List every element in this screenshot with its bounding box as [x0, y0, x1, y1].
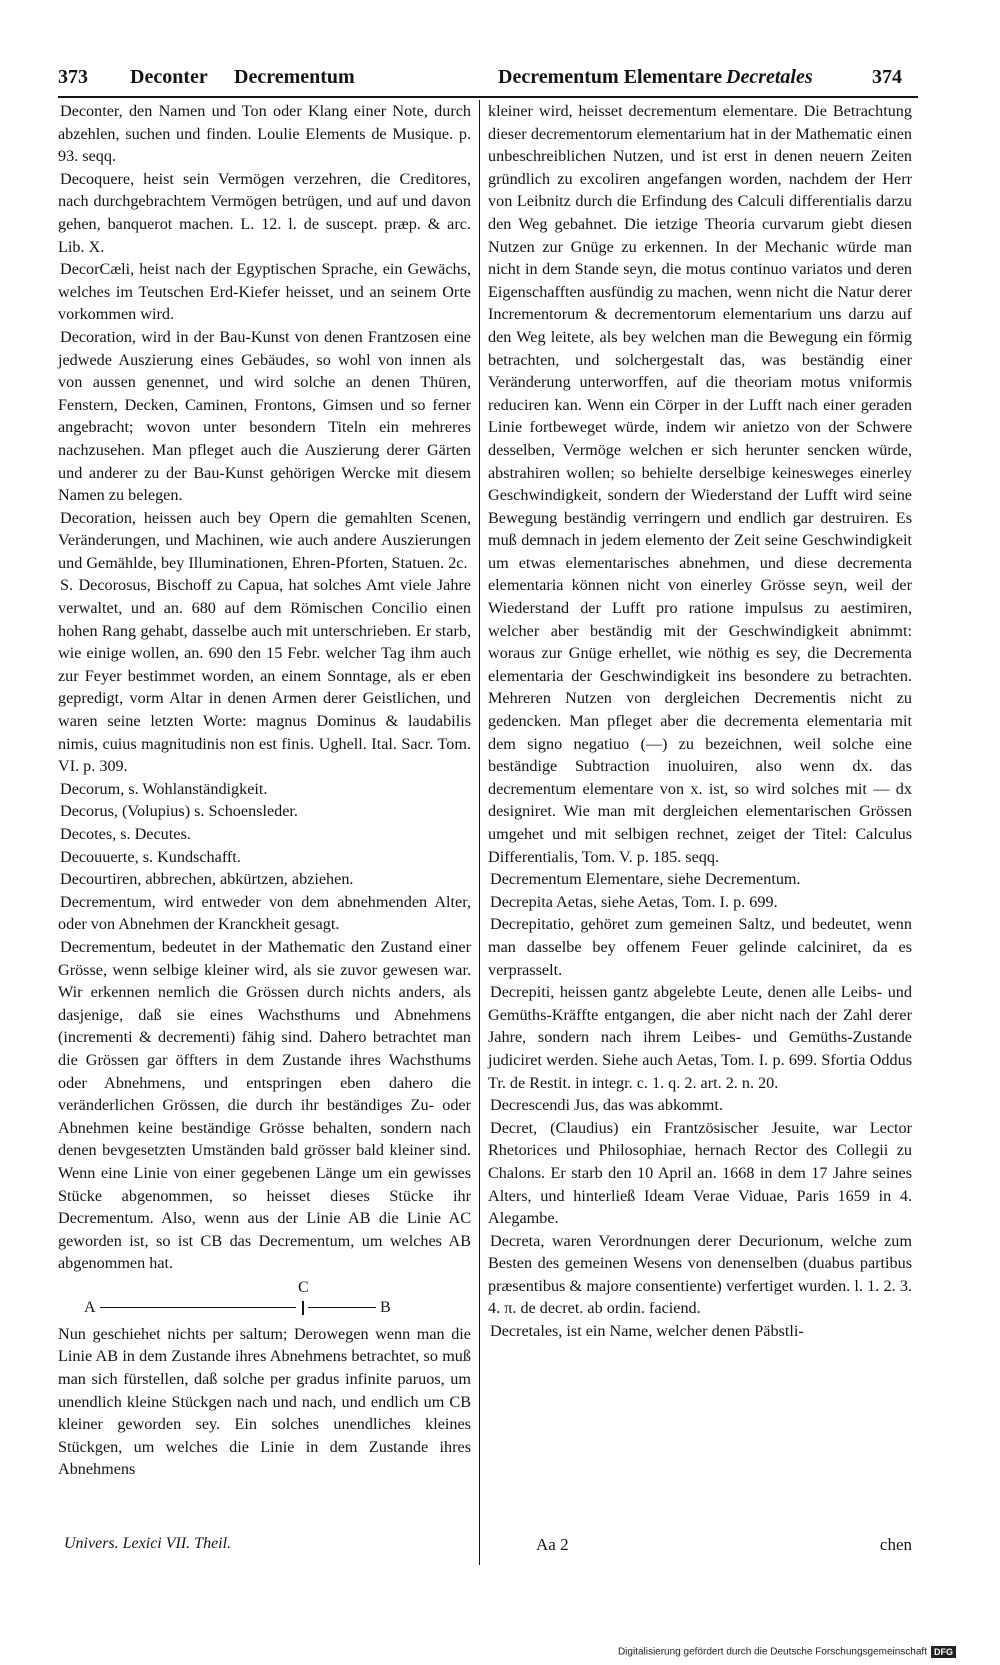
entry-decrementum-1: Decrementum, wird entweder von dem abnehmenden Alter, oder von Abnehmen der Kranckheit gesagt. — [58, 892, 471, 934]
digitization-credit — [618, 1646, 956, 1658]
entry-decrescendi-jus: Decrescendi Jus, das was abkommt. — [490, 1096, 723, 1115]
diagram-label-c: C — [298, 1278, 309, 1296]
entry-decreta: Decreta, waren Verordnungen derer Decurionum, welche zum Besten des gemeinen Wesens von denenselben (duabus partibus præsentibus & majore consentiente) verfertiget wurden. l. 1. 2. 3. 4. π. de decret. ab ordin. faciend. — [488, 1231, 912, 1318]
entry-decrementum-2: Decrementum, bedeutet in der Mathematic den Zustand einer Grösse, wenn selbige kleiner wird, als sie zuvor gewesen war. Wir erkennen nemlich die Grössen durch nichts anders, als dasjenige, daß sie eines Wachsthums und Abnehmens (incrementi & decrementi) fähig sind. Dahero betrachtet man die Grössen gar öffters in dem Zustande ihres Wachsthums oder Abnehmens, und entspringen eben dahero die veränderlichen Grössen, die durch ihr beständiges Zu- oder Abnehmen keine beständige Grösse behalten, sondern nach denen bevgesetzten Umständen bald grösser bald kleiner sind. Wenn eine Linie von einer gegebenen Länge um ein gewisses Stücke abgenommen, so heisset dieses Stücke ihr Decrementum. Also, wenn aus der Linie AB die Linie AC geworden ist, so ist CB das Decrementum, um welches AB abgenommen hat. — [58, 937, 471, 1273]
diagram-label-b: B — [380, 1298, 391, 1316]
signature-mark: Aa 2 — [536, 1535, 569, 1554]
running-header — [58, 62, 918, 96]
entry-decrepita-aetas: Decrepita Aetas, siehe Aetas, Tom. I. p. 699. — [490, 892, 778, 911]
page-number-left: 373 — [58, 66, 88, 88]
entry-decorum: Decorum, s. Wohlanständigkeit. — [60, 779, 268, 798]
entry-decrepitatio: Decrepitatio, gehöret zum gemeinen Saltz, und bedeutet, wenn man dasselbe bey offenem Feuer gelinde calciniret, da es verprasselt. — [488, 915, 912, 979]
entry-decouuerte: Decouuerte, s. Kundschafft. — [60, 847, 241, 866]
diagram-segment-cb — [308, 1307, 376, 1309]
entry-deconter: Deconter, den Namen und Ton oder Klang einer Note, durch abzehlen, suchen und finden. Loulie Elements de Musique. p. 93. seqq. — [58, 102, 471, 166]
entry-decotes: Decotes, s. Decutes. — [60, 825, 191, 843]
running-title-right-1: Decrementum Elementare — [498, 66, 723, 88]
entry-decret: Decret, (Claudius) ein Frantzösischer Jesuite, war Lector Rhetorices und Philosophiae, hernach Rector des Collegii zu Chalons. Er starb den 10 April an. 1668 in dem 17 Jahre seines Alters, und hinterließ Ideam Verae Viduae, Paris 1659 in 4. Alegambe. — [488, 1118, 912, 1228]
entry-decrepiti: Decrepiti, heissen gantz abgelebte Leute, denen alle Leibs- und Gemüths-Kräffte entgangen, die aber nicht nach der Zahl derer Jahre, sondern nach ihrem Leibes- und Gemüths-Zustande judiciret werden. Siehe auch Aetas, Tom. I. p. 699. Sfortia Oddus Tr. de Restit. in integr. c. 1. q. 2. art. 2. n. 20. — [488, 983, 912, 1092]
entry-decorosus: S. Decorosus, Bischoff zu Capua, hat solches Amt viele Jahre verwaltet, und an. 680 auf dem Römischen Concilio einen hohen Rang gehabt, dasselbe auch mit unterschrieben. Er starb, wie einige wollen, an. 690 den 15 Febr. welcher Tag ihm auch zur Feyer bestimmet worden, an einem Sonntage, als er eben gepredigt, vorm Altar in denen Armen derer Geistlichen, und waren seine letzten Worte: magnus Dominus & laudabilis nimis, cuius magnitudinis non est finis. Ughell. Ital. Sacr. Tom. VI. p. 309. — [58, 576, 471, 776]
left-column — [58, 100, 471, 1481]
right-column — [488, 100, 912, 1343]
running-title-right-2: Decretales — [726, 66, 813, 88]
entry-decrementum-continued: Nun geschiehet nichts per saltum; Derowegen wenn man die Linie AB in dem Zustande ihres Abnehmens betrachtet, so muß man sich fürstellen, daß solche per gradus infinite paruos, um unendlich kleine Stückgen nach und nach, und endlich um CB kleiner geworden sey. Ein solches unendliches kleines Stückgen, um welches die Linie in dem Zustande ihres Abnehmens — [58, 1324, 471, 1479]
diagram-point-c — [302, 1301, 304, 1315]
catchword: chen — [879, 1535, 912, 1554]
volume-signature: Univers. Lexici VII. Theil. — [64, 1535, 232, 1552]
dfg-logo: DFG — [931, 1646, 956, 1658]
diagram-label-a: A — [84, 1298, 96, 1316]
entry-decorus: Decorus, (Volupius) s. Schoensleder. — [60, 802, 298, 821]
running-title-left-2: Decrementum — [234, 66, 355, 88]
entry-decrementum-elementare-text: kleiner wird, heisset decrementum elementare. Die Betrachtung dieser decrementorum elementarium hat in der Mathematic einen unbeschreiblichen Nutzen, und ist erst in denen neuern Zeiten gründlich zu excoliren angefangen worden, nachdem der Herr von Leibnitz durch die Erfindung des Calculi differentialis darzu den Weg gebahnet. Die ietzige Theoria curvarum giebt diesen Nutzen zur Gnüge zu erkennen. In der Mechanic würde man nicht in dem Stande seyn, die motus continuo variatos und deren Eigenschafften ausfündig zu machen, wenn nicht die Natur derer Incrementorum & decrementorum elementarium uns darzu auf den Weg leitete, als bey welchen man die Bewegung ein förmig betrachten, und solchergestalt das, was beständig einer Veränderung unterworffen, auf die theoriam motus vniformis reduciren kan. Wenn ein Cörper in der Lufft nach einer geraden Linie fortbeweget würde, indem wir anietzo von der Schwere desselben, Vermöge welchen er sich herunter sencken würde, abstrahiren wollen; so behielte derselbige keinesweges einerley Geschwindigkeit, sondern der Wiederstand der Lufft wird seine Bewegung beständig verringern und endlich gar destruiren. Es muß demnach in jedem elemento der Zeit seine Geschwindigkeit um etwas elementarisches abnehmen, und diese decrementa elementaria können nicht von einerley Grösse seyn, weil der Wiederstand der Lufft pro ratione impulsus zu aestimiren, welcher aber beständig mit der Geschwindigkeit abnimmt: woraus zur Gnüge erhellet, wie nöthig es sey, die Decrementa elementaria der Geschwindigkeit ins besondere zu betrachten. Mehreren Nutzen von dergleichen Decrementis nicht zu gedencken. Man pfleget aber die decrementa elementaria mit dem signo negatiuo (—) zu bezeichnen, weil solche eine beständige Subtraction inuoluiren, also wenn dx. das decrementum elementare von x. ist, so wird solches mit — dx designiret. Wie man mit dergleichen elementarischen Grössen umgehet und mit selbigen rechnet, zeiget der Titel: Calculus Differentialis, Tom. V. p. 185. seqq. — [488, 102, 912, 866]
page-number-right: 374 — [872, 66, 902, 88]
running-title-left-1: Deconter — [130, 66, 208, 88]
entry-decoration-1: Decoration, wird in der Bau-Kunst von denen Frantzosen eine jedwede Auszierung eines Gebäudes, so wohl von innen als von aussen genennet, und wird solche an denen Thüren, Fenstern, Decken, Caminen, Frontons, Gimsen und so ferner angebracht; wovon unter besondern Titeln ein mehreres nachzusehen. Man pfleget auch die Auszierung derer Gärten und anderer zu der Bau-Kunst gehörigen Wercke mit diesem Namen zu belegen. — [58, 327, 471, 505]
entry-decretales: Decretales, ist ein Name, welcher denen Päbstli- — [490, 1322, 804, 1341]
entry-decrementum-elementare: Decrementum Elementare, siehe Decrementum. — [490, 870, 801, 889]
entry-decoquere: Decoquere, heist sein Vermögen verzehren, die Creditores, nach durchgebrachtem Vermögen betrügen, und auf und davon gehen, banquerot machen. L. 12. l. de suscept. præp. & arc. Lib. X. — [58, 169, 471, 256]
diagram-segment-ac — [100, 1307, 296, 1309]
header-rule — [58, 96, 918, 98]
entry-decorcaeli: DecorCæli, heist nach der Egyptischen Sprache, ein Gewächs, welches im Teutschen Erd-Kiefer heisset, und an seinem Orte vorkommen wird. — [58, 260, 471, 324]
column-divider — [479, 100, 480, 1565]
entry-decourtiren: Decourtiren, abbrechen, abkürtzen, abziehen. — [60, 870, 354, 889]
line-diagram — [58, 1277, 471, 1323]
digitization-credit-text: Digitalisierung gefördert durch die Deutsche Forschungsgemeinschaft — [617, 1646, 927, 1658]
entry-decoration-2: Decoration, heissen auch bey Opern die gemahlten Scenen, Veränderungen, und Machinen, wie auch andere Auszierungen und Gemählde, bey Illuminationen, Ehren-Pforten, Statuen. 2c. — [58, 508, 471, 572]
